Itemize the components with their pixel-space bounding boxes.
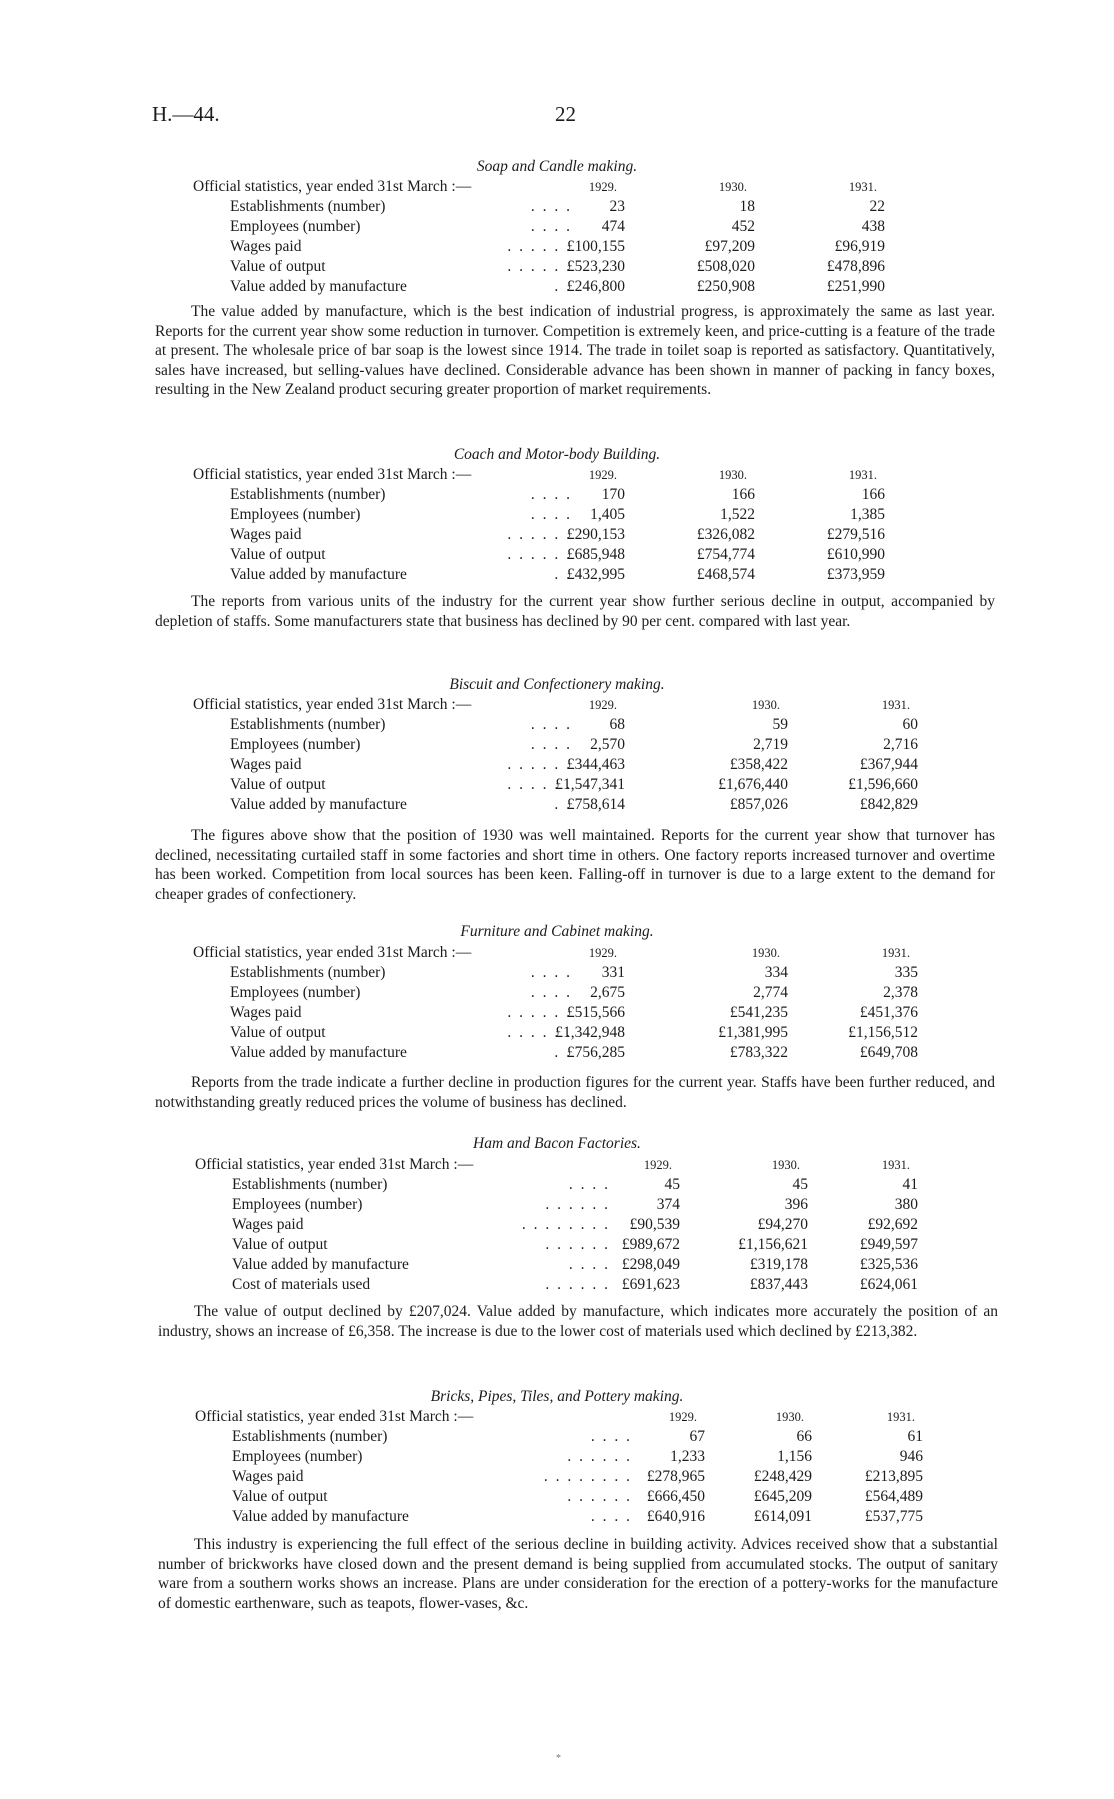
year-header: 1930. xyxy=(751,698,780,712)
leader-dots: . . . . xyxy=(530,964,572,981)
table-cell: 166 xyxy=(731,486,755,503)
year-header: 1929. xyxy=(643,1158,672,1172)
leader-dots: . . . . . . . . xyxy=(521,1216,610,1233)
year-header: 1931. xyxy=(848,180,877,194)
row-label: Value added by manufacture xyxy=(230,278,407,295)
table-cell: £290,153 xyxy=(566,526,625,543)
table-cell: 18 xyxy=(739,198,755,215)
table-cell: 170 xyxy=(601,486,625,503)
section-paragraph: The reports from various units of the industry for the current year show further serious decline in output, accompanied by depletion of staffs. Some manufacturers state that business has declined by 90 per cent. compared with last year. xyxy=(155,593,995,630)
table-row xyxy=(0,1488,1114,1508)
table-cell: £325,536 xyxy=(859,1256,918,1273)
year-header: 1930. xyxy=(718,180,747,194)
table-row xyxy=(0,756,1114,776)
row-label: Value of output xyxy=(230,546,326,563)
statistics-table xyxy=(0,466,1114,586)
table-cell: 1,405 xyxy=(590,506,625,523)
section-paragraph: The figures above show that the position of 1930 was well maintained. Reports for the current year show that turnover has declined, necessitating curtailed staff in some factories and short time in others. One factory reports increased turnover and overtime has been worked. Competition from local sources has been keen. Falling-off in turnover is due to a large extent to the demand for cheaper grades of confectionery. xyxy=(155,827,995,903)
table-cell: £691,623 xyxy=(621,1276,680,1293)
table-row xyxy=(0,1508,1114,1528)
table-cell: £468,574 xyxy=(696,566,755,583)
table-cell: 166 xyxy=(861,486,885,503)
table-cell: 2,774 xyxy=(753,984,788,1001)
table-cell: £685,948 xyxy=(566,546,625,563)
year-header: 1931. xyxy=(886,1410,915,1424)
table-cell: £754,774 xyxy=(696,546,755,563)
leader-dots: . . . . . . xyxy=(507,756,572,773)
leader-dots: . . . . . . xyxy=(507,258,572,275)
table-cell: £640,916 xyxy=(646,1508,705,1525)
table-row xyxy=(0,796,1114,816)
table-heading: Official statistics, year ended 31st March :— xyxy=(193,466,472,483)
leader-dots: . . . . . . xyxy=(567,1448,632,1465)
page-mark: * xyxy=(556,1753,561,1764)
year-header: 1929. xyxy=(588,698,617,712)
section-title: Soap and Candle making. xyxy=(476,158,638,175)
table-cell: £564,489 xyxy=(864,1488,923,1505)
table-cell: £523,230 xyxy=(566,258,625,275)
row-label: Value of output xyxy=(230,258,326,275)
table-cell: £508,020 xyxy=(696,258,755,275)
table-cell: 335 xyxy=(894,964,918,981)
table-heading: Official statistics, year ended 31st March :— xyxy=(193,178,472,195)
leader-dots: . . . . . . xyxy=(507,546,572,563)
table-row xyxy=(0,506,1114,526)
table-cell: £432,995 xyxy=(566,566,625,583)
row-label: Establishments (number) xyxy=(230,716,386,733)
table-row xyxy=(0,1256,1114,1276)
table-heading-row xyxy=(0,944,1114,964)
row-label: Cost of materials used xyxy=(232,1276,371,1293)
row-label: Value of output xyxy=(232,1236,328,1253)
table-cell: 66 xyxy=(796,1428,812,1445)
row-label: Value of output xyxy=(230,776,326,793)
table-cell: 946 xyxy=(899,1448,923,1465)
table-cell: £298,049 xyxy=(621,1256,680,1273)
table-cell: 2,378 xyxy=(883,984,918,1001)
leader-dots: . . . . xyxy=(530,716,572,733)
table-row xyxy=(0,1024,1114,1044)
table-heading-row xyxy=(0,1408,1114,1428)
year-header: 1929. xyxy=(668,1410,697,1424)
leader-dots: . . . . xyxy=(530,218,572,235)
table-cell: £649,708 xyxy=(859,1044,918,1061)
table-cell: £373,959 xyxy=(826,566,885,583)
table-cell: 438 xyxy=(861,218,885,235)
table-cell: £319,178 xyxy=(749,1256,808,1273)
table-heading-row xyxy=(0,466,1114,486)
table-cell: 380 xyxy=(894,1196,918,1213)
table-cell: 452 xyxy=(731,218,755,235)
row-label: Wages paid xyxy=(230,1004,302,1021)
table-cell: £358,422 xyxy=(729,756,788,773)
section-paragraph: The value added by manufacture, which is the best indication of industrial progress, is approximately the same as last year. Reports for the current year show some reduction in turnover. Competition is extremely keen, and price-cutting is a feature of the trade at present. The wholesale price of bar soap is the lowest since 1914. The trade in toilet soap is reported as satisfactory. Quantitatively, sales have increased, but selling-values have declined. Considerable advance has been shown in manner of packing in fancy boxes, resulting in the New Zealand product securing greater proportion of market requirements. xyxy=(155,303,995,399)
table-row xyxy=(0,546,1114,566)
table-heading-row xyxy=(0,178,1114,198)
leader-dots: . . . . . . xyxy=(507,238,572,255)
leader-dots: . . . . xyxy=(530,984,572,1001)
leader-dots: . . . . . . xyxy=(507,1024,572,1041)
table-cell: 68 xyxy=(609,716,625,733)
table-cell: £857,026 xyxy=(729,796,788,813)
table-cell: £610,990 xyxy=(826,546,885,563)
table-heading-row xyxy=(0,696,1114,716)
row-label: Value added by manufacture xyxy=(230,566,407,583)
leader-dots: . . . . xyxy=(590,1508,632,1525)
year-header: 1931. xyxy=(848,468,877,482)
table-cell: £248,429 xyxy=(753,1468,812,1485)
statistics-table xyxy=(0,696,1114,816)
table-cell: 396 xyxy=(784,1196,808,1213)
table-cell: £837,443 xyxy=(749,1276,808,1293)
table-cell: £1,156,512 xyxy=(848,1024,918,1041)
table-cell: 1,233 xyxy=(670,1448,705,1465)
table-cell: £949,597 xyxy=(859,1236,918,1253)
section-paragraph: Reports from the trade indicate a further decline in production figures for the current year. Staffs have been further reduced, and notwithstanding greatly reduced prices the volume of business has declined. xyxy=(155,1074,995,1111)
leader-dots: . . . . . . xyxy=(545,1196,610,1213)
table-cell: £1,156,621 xyxy=(738,1236,808,1253)
leader-dots: . . . . xyxy=(530,198,572,215)
table-cell: £246,800 xyxy=(566,278,625,295)
table-cell: 61 xyxy=(907,1428,923,1445)
table-heading-row xyxy=(0,1156,1114,1176)
section-title: Biscuit and Confectionery making. xyxy=(449,676,665,693)
table-cell: 45 xyxy=(664,1176,680,1193)
table-row xyxy=(0,716,1114,736)
section-paragraph: The value of output declined by £207,024. Value added by manufacture, which indicates more accurately the position of an industry, shows an increase of £6,358. The increase is due to the lower cost of materials used which declined by £213,382. xyxy=(158,1303,998,1340)
table-cell: £1,547,341 xyxy=(555,776,625,793)
year-header: 1930. xyxy=(771,1158,800,1172)
table-cell: £92,692 xyxy=(867,1216,918,1233)
year-header: 1930. xyxy=(751,946,780,960)
table-row xyxy=(0,776,1114,796)
row-label: Employees (number) xyxy=(230,218,361,235)
table-cell: 59 xyxy=(772,716,788,733)
row-label: Value added by manufacture xyxy=(232,1508,409,1525)
page-header xyxy=(0,102,1114,132)
section-title: Bricks, Pipes, Tiles, and Pottery making. xyxy=(430,1388,684,1405)
table-row xyxy=(0,1004,1114,1024)
table-row xyxy=(0,218,1114,238)
row-label: Value of output xyxy=(232,1488,328,1505)
table-cell: 331 xyxy=(601,964,625,981)
table-cell: £1,342,948 xyxy=(555,1024,625,1041)
table-cell: £344,463 xyxy=(566,756,625,773)
leader-dots: . . . . . . xyxy=(507,526,572,543)
section-title: Furniture and Cabinet making. xyxy=(460,923,654,940)
table-cell: 1,385 xyxy=(850,506,885,523)
table-heading: Official statistics, year ended 31st March :— xyxy=(195,1408,474,1425)
year-header: 1930. xyxy=(775,1410,804,1424)
leader-dots: . . . . xyxy=(530,736,572,753)
row-label: Establishments (number) xyxy=(230,198,386,215)
statistics-table xyxy=(0,178,1114,298)
table-row xyxy=(0,736,1114,756)
section-paragraph: This industry is experiencing the full effect of the serious decline in building activity. Advices received show that a substantial number of brickworks have closed down and the present demand is being supplied from accumulated stocks. The output of sanitary ware from a southern works shows an increase. Plans are under consideration for the erection of a pottery-works for the manufacture of domestic earthenware, such as teapots, flower-vases, &c. xyxy=(158,1536,998,1612)
table-cell: £537,775 xyxy=(864,1508,923,1525)
table-cell: 2,675 xyxy=(590,984,625,1001)
row-label: Wages paid xyxy=(230,238,302,255)
table-cell: 23 xyxy=(609,198,625,215)
table-cell: £100,155 xyxy=(566,238,625,255)
table-cell: £758,614 xyxy=(566,796,625,813)
table-cell: £756,285 xyxy=(566,1044,625,1061)
table-cell: 41 xyxy=(902,1176,918,1193)
table-cell: £624,061 xyxy=(859,1276,918,1293)
table-cell: £251,990 xyxy=(826,278,885,295)
row-label: Employees (number) xyxy=(230,736,361,753)
table-cell: £367,944 xyxy=(859,756,918,773)
table-row xyxy=(0,1236,1114,1256)
table-cell: 1,156 xyxy=(777,1448,812,1465)
leader-dots: . . . . xyxy=(530,486,572,503)
table-cell: £279,516 xyxy=(826,526,885,543)
table-cell: 474 xyxy=(601,218,625,235)
statistics-table xyxy=(0,944,1114,1064)
table-cell: £213,895 xyxy=(864,1468,923,1485)
table-cell: 374 xyxy=(656,1196,680,1213)
table-row xyxy=(0,984,1114,1004)
table-row xyxy=(0,1216,1114,1236)
table-cell: £96,919 xyxy=(834,238,885,255)
table-heading: Official statistics, year ended 31st March :— xyxy=(195,1156,474,1173)
row-label: Value added by manufacture xyxy=(230,796,407,813)
table-row xyxy=(0,1176,1114,1196)
table-cell: 60 xyxy=(902,716,918,733)
year-header: 1931. xyxy=(881,946,910,960)
row-label: Employees (number) xyxy=(230,506,361,523)
row-label: Wages paid xyxy=(230,526,302,543)
table-row xyxy=(0,1428,1114,1448)
table-cell: 2,570 xyxy=(590,736,625,753)
leader-dots: . . . . . . xyxy=(567,1488,632,1505)
table-cell: £97,209 xyxy=(704,238,755,255)
row-label: Establishments (number) xyxy=(230,964,386,981)
leader-dots: . . . . . . xyxy=(507,776,572,793)
page-number: 22 xyxy=(555,102,576,126)
table-cell: £250,908 xyxy=(696,278,755,295)
table-row xyxy=(0,1448,1114,1468)
row-label: Wages paid xyxy=(232,1468,304,1485)
leader-dots: . . . . xyxy=(590,1428,632,1445)
table-cell: £1,676,440 xyxy=(718,776,788,793)
leader-dots: . . xyxy=(554,278,572,295)
table-cell: 67 xyxy=(689,1428,705,1445)
leader-dots: . . xyxy=(554,566,572,583)
table-cell: £451,376 xyxy=(859,1004,918,1021)
table-row xyxy=(0,198,1114,218)
table-row xyxy=(0,278,1114,298)
row-label: Wages paid xyxy=(230,756,302,773)
year-header: 1929. xyxy=(588,180,617,194)
table-row xyxy=(0,238,1114,258)
year-header: 1930. xyxy=(718,468,747,482)
row-label: Establishments (number) xyxy=(230,486,386,503)
table-cell: 1,522 xyxy=(720,506,755,523)
table-row xyxy=(0,964,1114,984)
table-cell: £645,209 xyxy=(753,1488,812,1505)
statistics-table xyxy=(0,1408,1114,1528)
table-row xyxy=(0,258,1114,278)
table-row xyxy=(0,486,1114,506)
row-label: Establishments (number) xyxy=(232,1176,388,1193)
table-cell: £90,539 xyxy=(629,1216,680,1233)
table-cell: £1,381,995 xyxy=(718,1024,788,1041)
year-header: 1929. xyxy=(588,468,617,482)
row-label: Employees (number) xyxy=(232,1448,363,1465)
year-header: 1931. xyxy=(881,1158,910,1172)
leader-dots: . . . . . . . . xyxy=(543,1468,632,1485)
table-cell: £783,322 xyxy=(729,1044,788,1061)
table-cell: £478,896 xyxy=(826,258,885,275)
table-cell: £842,829 xyxy=(859,796,918,813)
table-row xyxy=(0,526,1114,546)
section-title: Ham and Bacon Factories. xyxy=(473,1135,641,1152)
year-header: 1929. xyxy=(588,946,617,960)
table-cell: £989,672 xyxy=(621,1236,680,1253)
leader-dots: . . . . . . xyxy=(507,1004,572,1021)
section-title: Coach and Motor-body Building. xyxy=(453,446,661,463)
row-label: Value of output xyxy=(230,1024,326,1041)
leader-dots: . . xyxy=(554,796,572,813)
row-label: Employees (number) xyxy=(232,1196,363,1213)
table-cell: £1,596,660 xyxy=(848,776,918,793)
year-header: 1931. xyxy=(881,698,910,712)
table-cell: £94,270 xyxy=(757,1216,808,1233)
row-label: Wages paid xyxy=(232,1216,304,1233)
row-label: Value added by manufacture xyxy=(232,1256,409,1273)
table-heading: Official statistics, year ended 31st March :— xyxy=(193,944,472,961)
leader-dots: . . . . . . xyxy=(545,1236,610,1253)
table-cell: £278,965 xyxy=(646,1468,705,1485)
row-label: Value added by manufacture xyxy=(230,1044,407,1061)
row-label: Employees (number) xyxy=(230,984,361,1001)
table-heading: Official statistics, year ended 31st March :— xyxy=(193,696,472,713)
table-cell: 22 xyxy=(869,198,885,215)
table-row xyxy=(0,566,1114,586)
leader-dots: . . . . . . xyxy=(545,1276,610,1293)
parliamentary-reference: H.—44. xyxy=(152,102,220,126)
table-row xyxy=(0,1044,1114,1064)
leader-dots: . . . . xyxy=(530,506,572,523)
row-label: Establishments (number) xyxy=(232,1428,388,1445)
table-cell: £515,566 xyxy=(566,1004,625,1021)
table-row xyxy=(0,1468,1114,1488)
leader-dots: . . xyxy=(554,1044,572,1061)
leader-dots: . . . . xyxy=(568,1256,610,1273)
table-cell: £666,450 xyxy=(646,1488,705,1505)
table-cell: 2,716 xyxy=(883,736,918,753)
table-cell: £614,091 xyxy=(753,1508,812,1525)
table-cell: £326,082 xyxy=(696,526,755,543)
leader-dots: . . . . xyxy=(568,1176,610,1193)
table-row xyxy=(0,1196,1114,1216)
table-cell: 334 xyxy=(764,964,788,981)
table-cell: £541,235 xyxy=(729,1004,788,1021)
table-row xyxy=(0,1276,1114,1296)
table-cell: 2,719 xyxy=(753,736,788,753)
table-cell: 45 xyxy=(792,1176,808,1193)
statistics-table xyxy=(0,1156,1114,1296)
